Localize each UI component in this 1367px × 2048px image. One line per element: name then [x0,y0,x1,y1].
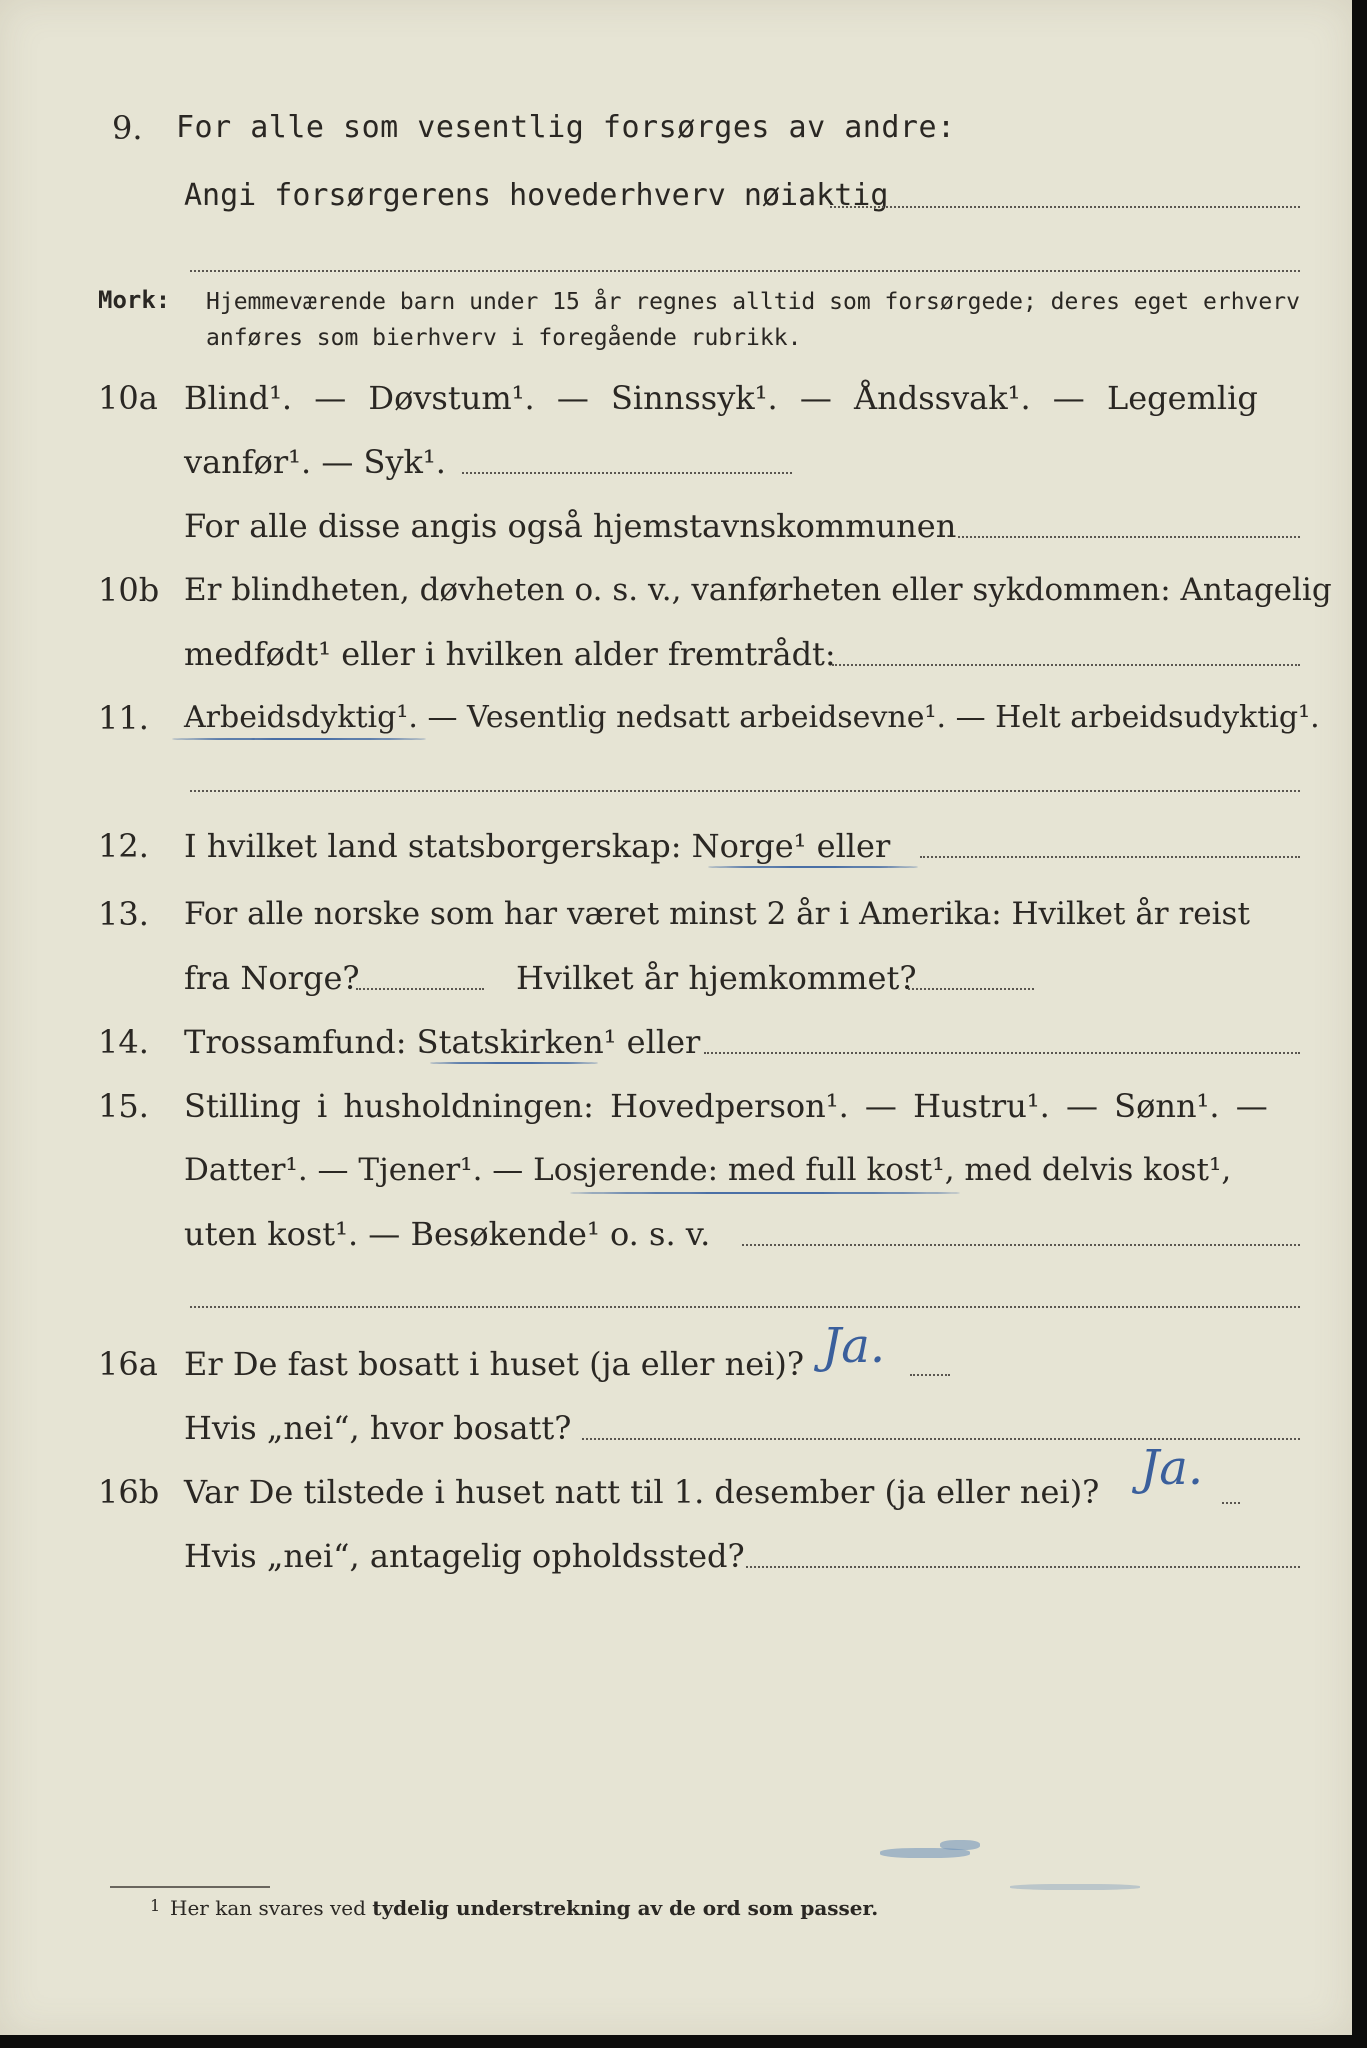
q16b-stay-line [746,1566,1300,1568]
q9-number: 9. [112,109,143,147]
q12-answer-underline [708,866,918,868]
q10a-number: 10a [98,379,158,417]
q12-number: 12. [98,827,149,865]
q9-blank-line [190,270,1300,272]
q16b-line1: Var De tilstede i huset natt til 1. desember (ja eller nei)? [184,1473,1100,1511]
q15-line3: uten kost¹. — Besøkende¹ o. s. v. [184,1215,711,1253]
q12-line1: I hvilket land statsborgerskap: Norge¹ eller [184,827,891,865]
q14-line1: Trossamfund: Statskirken¹ eller [184,1023,701,1061]
q12-answer-line [920,856,1300,858]
q10a-line2: vanfør¹. — Syk¹. [184,443,446,481]
q16a-handwritten-answer: Ja. [822,1318,886,1374]
q10b-line2: medfødt¹ eller i hvilken alder fremtrådt: [184,635,836,673]
q10b-answer-line [832,664,1300,666]
footnote-text-plain: Her kan svares ved [170,1896,366,1920]
q13-line2a: fra Norge? [184,959,360,997]
footnote-text-bold: tydelig understrekning av de ord som passer. [372,1896,879,1920]
q10a-line3: For alle disse angis også hjemstavnskommunen [184,507,957,545]
q16a-line2: Hvis „nei“, hvor bosatt? [184,1409,572,1447]
q10b-line1: Er blindheten, døvheten o. s. v., vanførheten eller sykdommen: Antagelig [184,572,1332,608]
q10a-sick-line [462,472,792,474]
footnote-rule [110,1886,270,1888]
q11-answer-underline [172,738,426,740]
q11-number: 11. [98,699,149,737]
q16a-number: 16a [98,1345,158,1383]
q14-answer-line [704,1052,1300,1054]
q9-line1: For alle som vesentlig forsørges av andre: [176,110,956,145]
q9-answer-line [830,206,1300,208]
footnote-mark: 1 [150,1896,161,1915]
q14-answer-underline [430,1062,598,1064]
mark-label: Mork: [98,286,171,314]
q11-blank-line [190,790,1300,792]
q10a-home-municipality-line [958,536,1300,538]
q10b-number: 10b [98,571,160,609]
q15-answer-underline [570,1192,960,1194]
q9-line2: Angi forsørgerens hovederhverv nøiaktig [184,178,889,213]
q16a-answer-line [910,1374,950,1376]
q15-blank-line [190,1306,1300,1308]
q11-line1: Arbeidsdyktig¹. — Vesentlig nedsatt arbeidsevne¹. — Helt arbeidsudyktig¹. [184,700,1320,735]
footnote-text [170,1896,878,1920]
q16b-line2: Hvis „nei“, antagelig opholdssted? [184,1537,745,1575]
q16a-line1: Er De fast bosatt i huset (ja eller nei)? [184,1345,805,1383]
q13-number: 13. [98,895,149,933]
mark-line2: anføres som bierhverv i foregående rubrikk. [206,325,802,351]
q10a-line1: Blind¹. — Døvstum¹. — Sinnssyk¹. — Åndssvak¹. — Legemlig [184,379,1258,417]
q13-line2b: Hvilket år hjemkommet? [516,959,917,997]
ink-stain [940,1840,980,1850]
q13-returned-line [908,988,1034,990]
q15-line1: Stilling i husholdningen: Hovedperson¹. — Hustru¹. — Sønn¹. — [184,1087,1268,1125]
q13-left-line [356,988,484,990]
q14-number: 14. [98,1023,149,1061]
ink-stain [1010,1884,1140,1890]
q16b-number: 16b [98,1473,160,1511]
q13-line1: For alle norske som har været minst 2 år i Amerika: Hvilket år reist [184,896,1250,932]
q15-number: 15. [98,1087,149,1125]
q16b-handwritten-answer: Ja. [1140,1440,1204,1496]
q16b-answer-line [1222,1502,1240,1504]
mark-line1: Hjemmeværende barn under 15 år regnes alltid som forsørgede; deres eget erhverv [206,289,1300,315]
q15-line2: Datter¹. — Tjener¹. — Losjerende: med full kost¹, med delvis kost¹, [184,1152,1232,1188]
q15-answer-line [742,1244,1300,1246]
